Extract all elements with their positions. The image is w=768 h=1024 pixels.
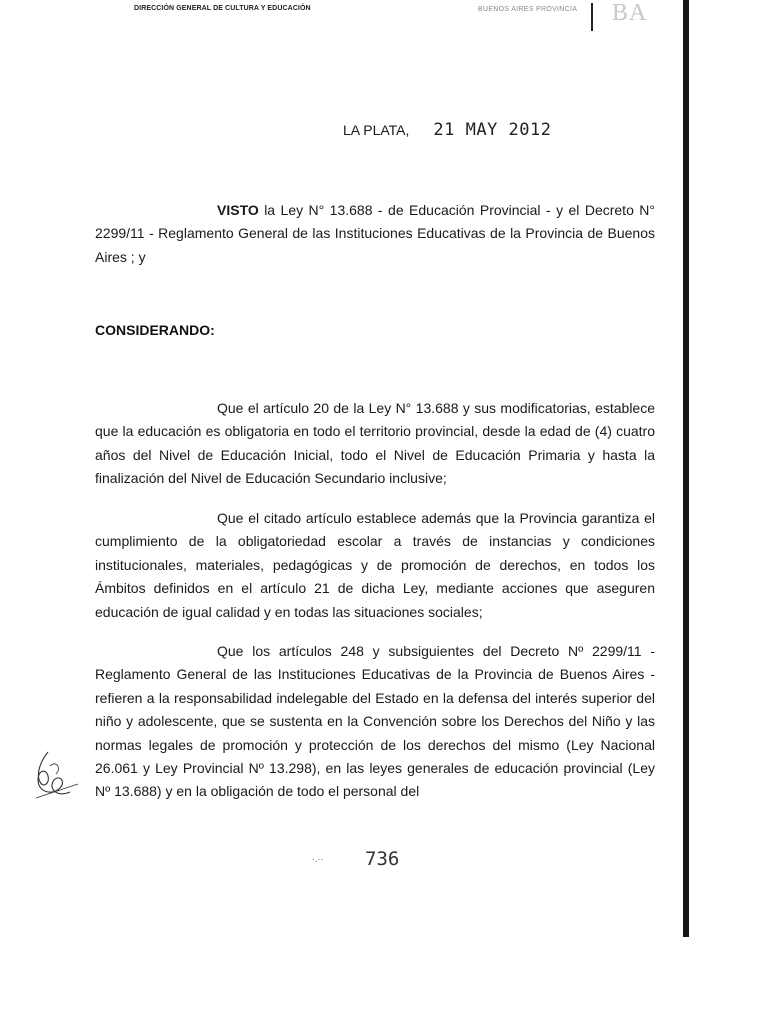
margin-initials-mark [30, 748, 82, 806]
date-stamp: 21 MAY 2012 [433, 120, 552, 140]
dateline [343, 120, 552, 146]
header-divider [591, 3, 593, 31]
date-city: LA PLATA, [343, 122, 410, 138]
visto-text: la Ley N° 13.688 - de Educación Provincial - y el Decreto N° 2299/11 - Reglamento General de las Instituciones Educativas de la Provincia de Buenos Aires ; y [95, 202, 655, 265]
visto-keyword: VISTO [217, 202, 259, 218]
paragraph [95, 640, 655, 804]
paragraph [95, 507, 655, 624]
paragraph-text: Que los artículos 248 y subsiguientes del Decreto Nº 2299/11 - Reglamento General de las Instituciones Educativas de la Provincia de Buenos Aires - refieren a la responsabilidad indelegable del Estado en la defensa del interés superior del niño y adolescente, que se sustenta en la Convención sobre los Derechos del Niño y las normas legales de promoción y protección de los derechos del mismo (Ley Nacional 26.061 y Ley Provincial Nº 13.298), en las leyes generales de educación provincial (Ley Nº 13.688) y en la obligación de todo el personal del [95, 643, 655, 800]
header-institution: DIRECCIÓN GENERAL DE CULTURA Y EDUCACIÓN [134, 5, 311, 12]
header-province: BUENOS AIRES PROVINCIA [478, 6, 578, 13]
paragraph [95, 397, 655, 491]
footer-dots: ·.·· [312, 854, 324, 864]
considerando-heading: CONSIDERANDO: [95, 322, 215, 338]
visto-section [95, 199, 655, 269]
paragraph-text: Que el artículo 20 de la Ley N° 13.688 y sus modificatorias, establece que la educación es obligatoria en todo el territorio provincial, desde la edad de (4) cuatro años del Nivel de Educación Inicial, todo el Nivel de Educación Primaria y hasta la finalización del Nivel de Educación Secundario inclusive; [95, 400, 655, 487]
page-number: 736 [365, 848, 400, 870]
paragraph-text: Que el citado artículo establece además que la Provincia garantiza el cumplimiento de la obligatoriedad escolar a través de instancias y condiciones institucionales, materiales, pedagógicas y de promoción de derechos, en todos los Ámbitos definidos en el artículo 21 de dicha Ley, mediante acciones que aseguren educación de igual calidad y en todas las situaciones sociales; [95, 510, 655, 620]
scan-edge-bar [683, 0, 689, 937]
header-logo: BA [612, 0, 648, 26]
